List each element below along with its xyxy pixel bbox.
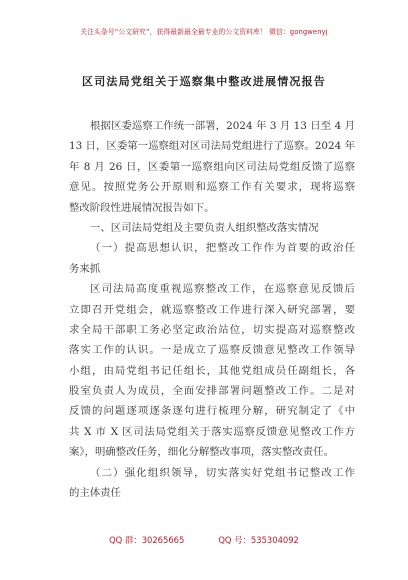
body-line: 立即召开党组会，就巡察整改工作进行深入研究部署，要	[69, 303, 355, 316]
body-line: 小组，由局党组书记任组长，其他党组成员任副组长，各	[69, 364, 355, 377]
promo-header-text: 关注头条号“公文研究”，获得最新最全最专业的公文资料库！ 微信：gongwenyj	[80, 28, 328, 36]
subsection-heading-continued: 务来抓	[69, 262, 101, 275]
document-title: 区司法局党组关于巡察集中整改进展情况报告	[82, 75, 326, 88]
qq-group-text: QQ 群：30265665	[109, 535, 185, 545]
body-line: 共 X 市 X 区司法局党组关于落实巡察反馈意见整改工作方	[69, 425, 355, 438]
body-line: 13 日，区委第一巡察组对区司法局党组进行了巡察。2024 年	[69, 140, 355, 153]
body-line: 年 8 月 26 日，区委第一巡察组向区司法局党组反馈了巡察	[69, 160, 355, 173]
subsection-heading: （二）强化组织领导，切实落实好党组书记整改工作	[90, 466, 355, 479]
body-line: 股室负责人为成员，全面安排部署问题整改工作。二是对	[69, 385, 355, 398]
body-line: 求全局干部职工务必坚定政治站位，切实提高对巡察整改	[69, 323, 355, 336]
contact-footer	[0, 534, 408, 546]
body-line: 区司法局高度重视巡察整改工作，在巡察意见反馈后	[90, 283, 355, 296]
document-body	[69, 116, 355, 503]
body-line: 意见。按照党务公开原则和巡察工作有关要求，现将巡察	[69, 181, 355, 194]
subsection-heading-continued: 的主体责任	[69, 487, 121, 500]
qq-number-text: QQ 号：535304092	[218, 535, 299, 545]
body-line: 案》，明确整改任务，细化分解整改事项，落实整改责任。	[69, 446, 334, 459]
body-line: 落实工作的认识。一是成立了巡察反馈意见整改工作领导	[69, 344, 355, 357]
body-line: 根据区委巡察工作统一部署，2024 年 3 月 13 日至 4 月	[90, 120, 355, 132]
section-heading: 一、区司法局党组及主要负责人组织整改落实情况	[90, 221, 319, 234]
subsection-heading: （一）提高思想认识，把整改工作作为首要的政治任	[90, 242, 355, 255]
body-line: 整改阶段性进展情况报告如下。	[69, 201, 215, 214]
body-line: 反馈的问题逐项逐条逐句进行梳理分解，研究制定了《中	[69, 405, 355, 418]
